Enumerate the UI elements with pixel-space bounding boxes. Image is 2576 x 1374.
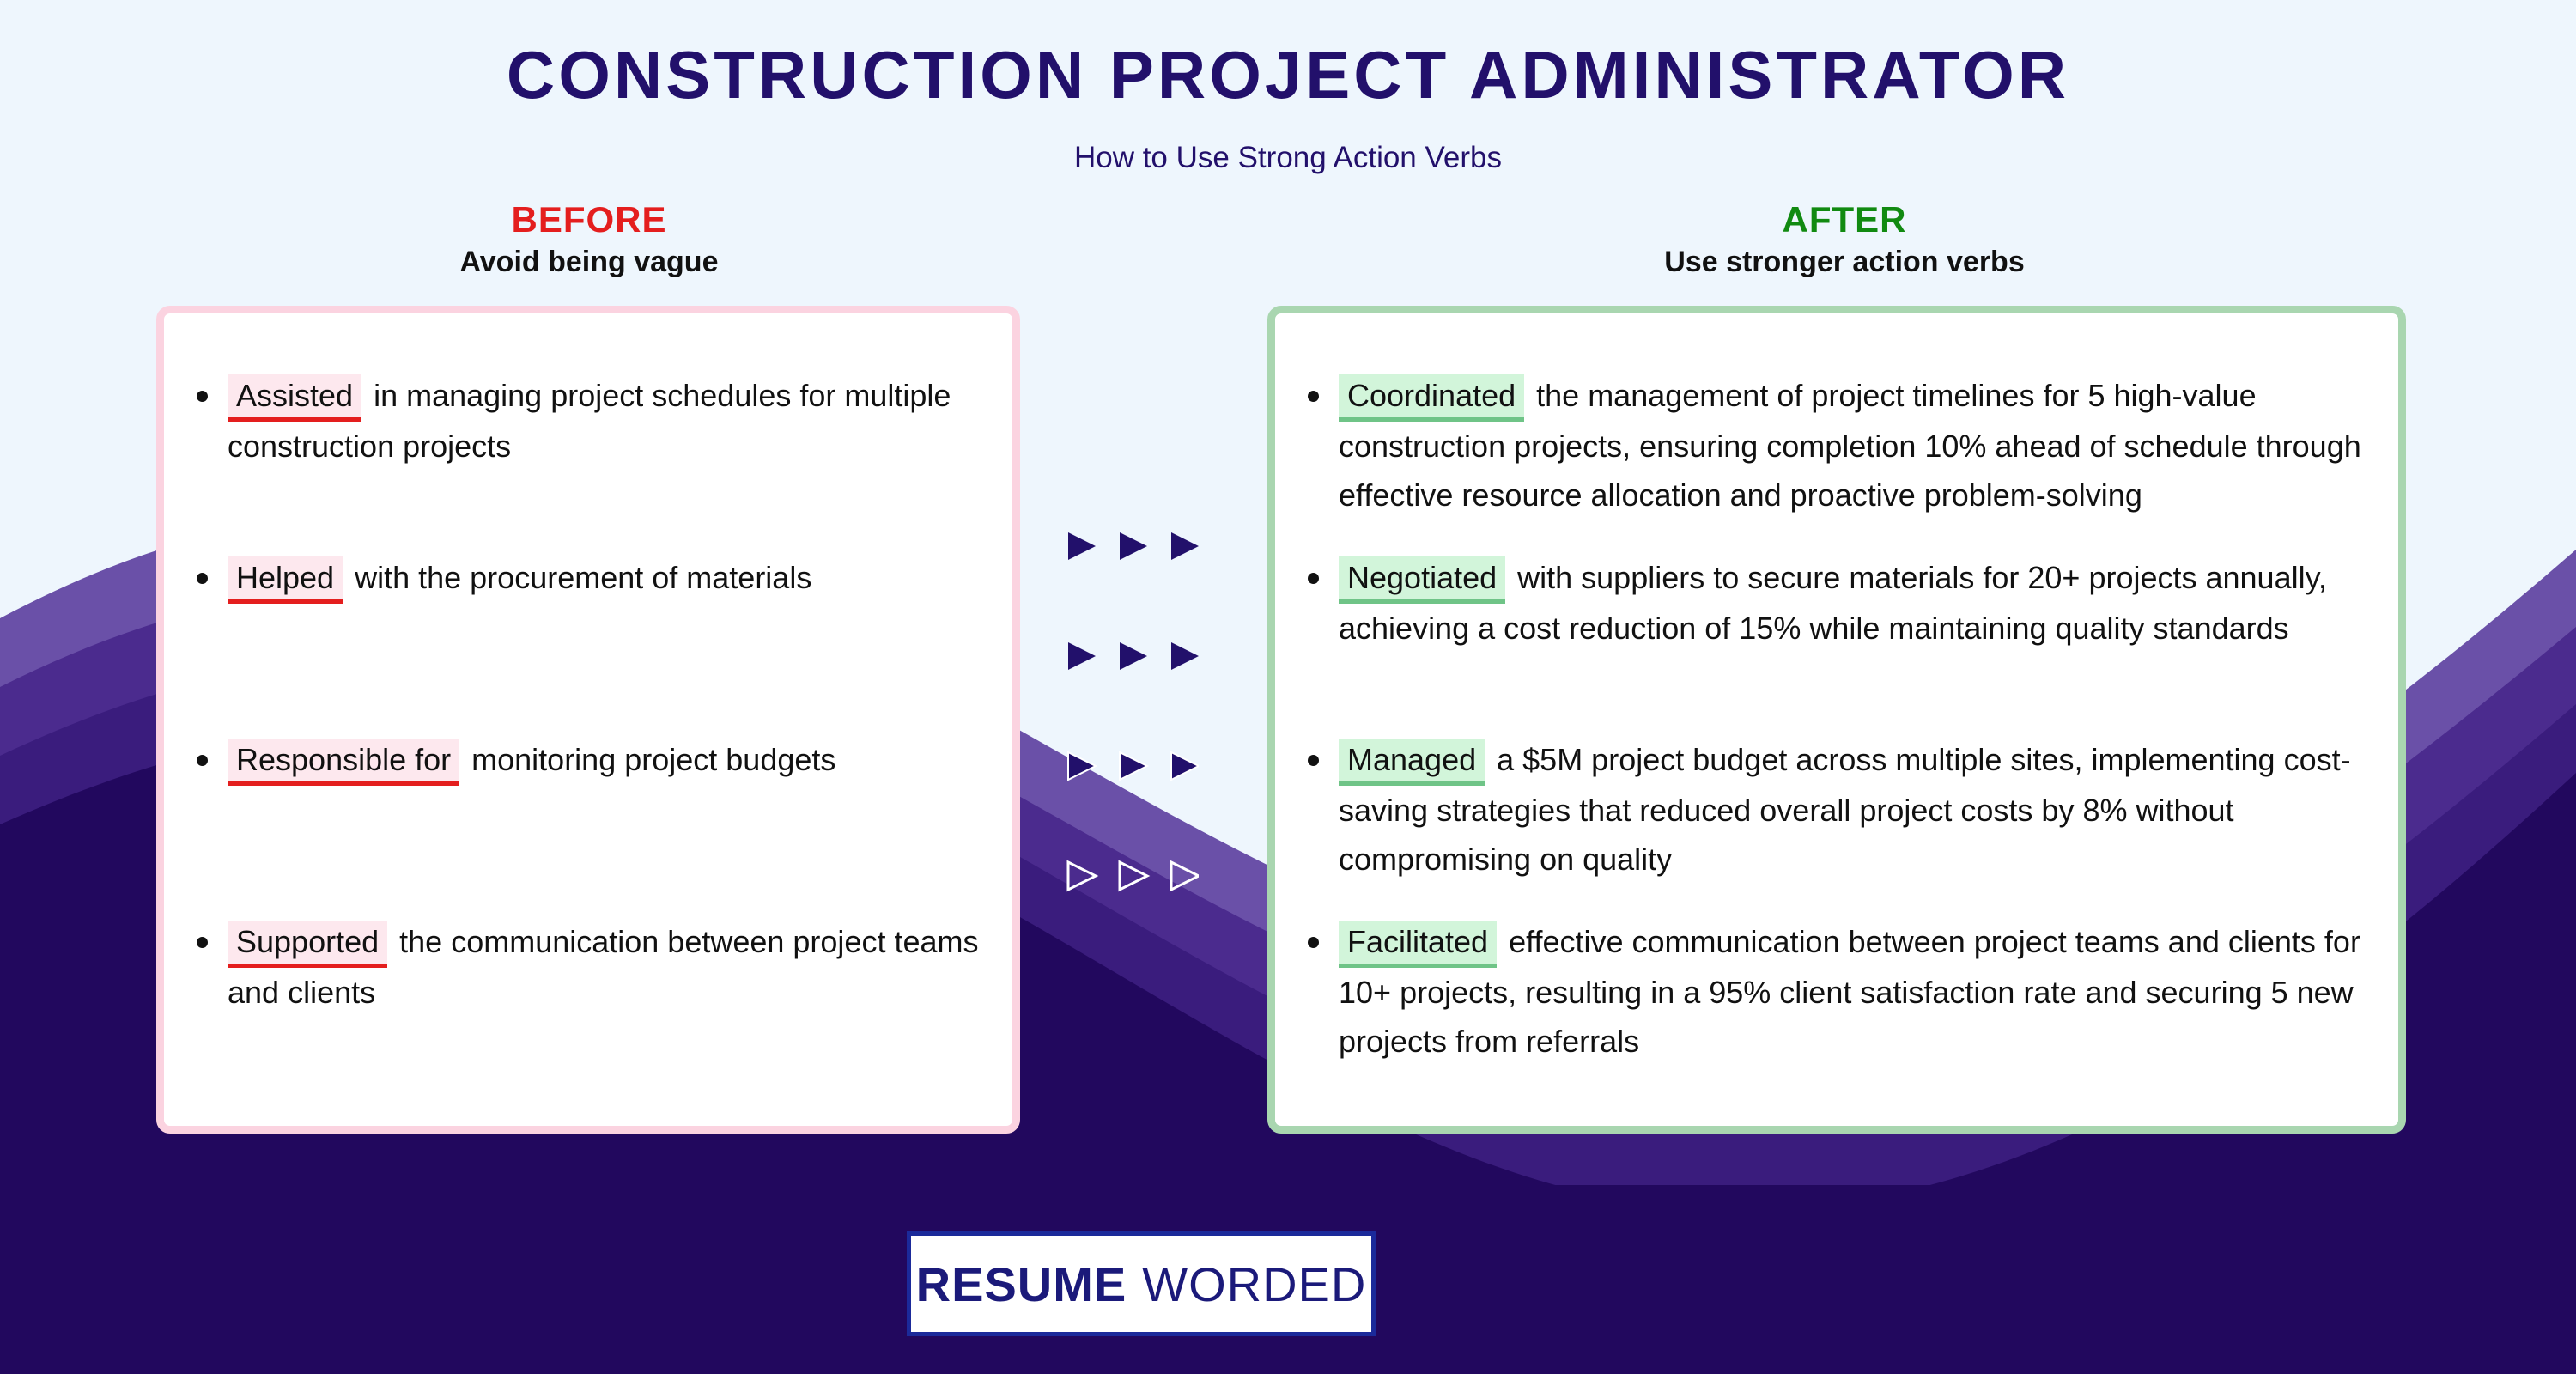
arrow-group bbox=[1061, 635, 1199, 677]
arrow-group bbox=[1061, 855, 1199, 897]
bullet bbox=[1308, 391, 1319, 402]
before-subheading: Avoid being vague bbox=[459, 246, 719, 278]
brand-logo bbox=[907, 1231, 1376, 1336]
before-header bbox=[160, 199, 1018, 279]
bullet bbox=[197, 937, 208, 948]
bullet bbox=[197, 391, 208, 402]
triple-play-arrow-outline-icon bbox=[1061, 855, 1199, 897]
page-title: CONSTRUCTION PROJECT ADMINISTRATOR bbox=[506, 37, 2070, 112]
after-subheading: Use stronger action verbs bbox=[1664, 246, 2025, 278]
strong-verb: Managed bbox=[1339, 739, 1485, 786]
page-subtitle: How to Use Strong Action Verbs bbox=[1073, 141, 1503, 174]
after-item bbox=[1339, 735, 2378, 884]
before-item-text: in managing project schedules for multiple construction projects bbox=[228, 378, 951, 464]
after-card bbox=[1267, 306, 2406, 1134]
triple-play-arrow-icon bbox=[1061, 635, 1199, 677]
weak-verb: Assisted bbox=[228, 374, 361, 422]
triple-play-arrow-icon bbox=[1061, 745, 1199, 787]
bullet bbox=[1308, 755, 1319, 766]
after-item bbox=[1339, 553, 2378, 653]
strong-verb: Coordinated bbox=[1339, 374, 1524, 422]
weak-verb: Responsible for bbox=[228, 739, 459, 786]
before-heading: BEFORE bbox=[511, 199, 667, 240]
strong-verb: Facilitated bbox=[1339, 921, 1497, 968]
weak-verb: Supported bbox=[228, 921, 387, 968]
weak-verb: Helped bbox=[228, 556, 343, 604]
before-item bbox=[228, 553, 1000, 604]
bullet bbox=[197, 755, 208, 766]
after-item-text: effective communication between project teams and clients for 10+ projects, resulting in a 95% client satisfaction rate and securing 5 new projects from referrals bbox=[1339, 924, 2360, 1059]
arrow-group bbox=[1061, 745, 1199, 787]
after-item-text: a $5M project budget across multiple sites, implementing cost-saving strategies that reduced overall project costs by 8% without compromising on quality bbox=[1339, 742, 2351, 877]
after-item bbox=[1339, 917, 2378, 1066]
before-card bbox=[156, 306, 1020, 1134]
after-heading: AFTER bbox=[1782, 199, 1907, 240]
brand-word-resume: RESUME bbox=[915, 1256, 1127, 1311]
before-item bbox=[228, 371, 1000, 471]
before-item-text: monitoring project budgets bbox=[463, 742, 836, 777]
bullet bbox=[197, 573, 208, 584]
before-item bbox=[228, 917, 1000, 1017]
after-item-text: the management of project timelines for 5 high-value construction projects, ensuring completion 10% ahead of schedule through effective resource allocation and proactive problem-solving bbox=[1339, 378, 2361, 513]
after-item-text: with suppliers to secure materials for 20+ projects annually, achieving a cost reduction of 15% while maintaining quality standards bbox=[1339, 560, 2327, 646]
after-header bbox=[1415, 199, 2274, 279]
after-item bbox=[1339, 371, 2378, 520]
before-item-text: with the procurement of materials bbox=[346, 560, 812, 595]
bullet bbox=[1308, 573, 1319, 584]
brand-word-worded: WORDED bbox=[1142, 1256, 1367, 1311]
before-item bbox=[228, 735, 1000, 786]
bullet bbox=[1308, 937, 1319, 948]
before-item-text: the communication between project teams and clients bbox=[228, 924, 979, 1010]
arrow-group bbox=[1061, 526, 1199, 567]
strong-verb: Negotiated bbox=[1339, 556, 1505, 604]
triple-play-arrow-icon bbox=[1061, 526, 1199, 567]
